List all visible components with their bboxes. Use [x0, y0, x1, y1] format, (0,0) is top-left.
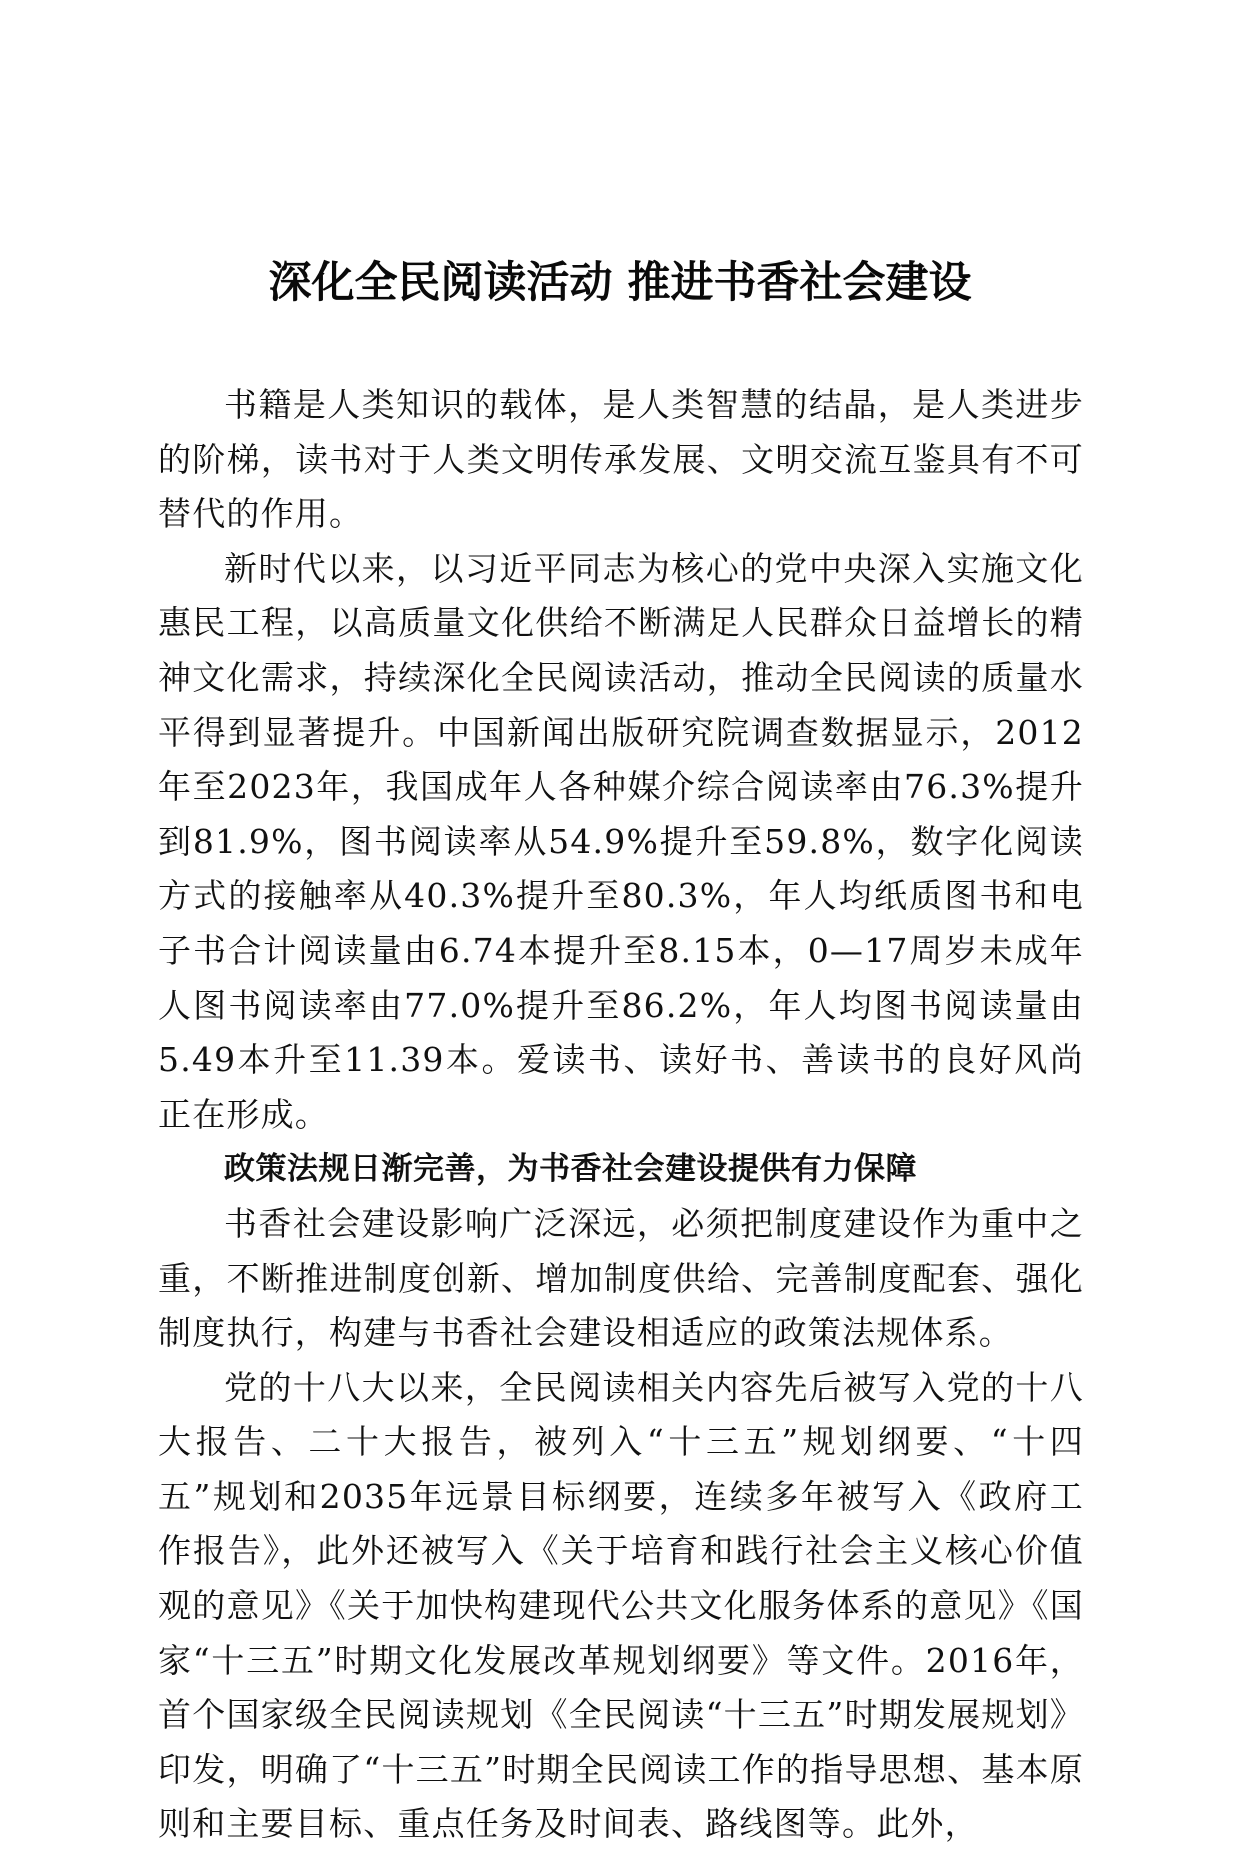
paragraph-statistics: 新时代以来，以习近平同志为核心的党中央深入实施文化惠民工程，以高质量文化供给不断满足人民群众日益增长的精神文化需求，持续深化全民阅读活动，推动全民阅读的质量水平得到显著提升。中国新闻出版研究院调查数据显示，2012年至2023年，我国成年人各种媒介综合阅读率由76.3%提升到81.9%，图书阅读率从54.9%提升至59.8%，数字化阅读方式的接触率从40.3%提升至80.3%，年人均纸质图书和电子书合计阅读量由6.74本提升至8.15本，0—17周岁未成年人图书阅读率由77.0%提升至86.2%，年人均图书阅读量由5.49本升至11.39本。爱读书、读好书、善读书的良好风尚正在形成。: [158, 548, 1084, 1134]
document-body: [158, 378, 1084, 1852]
section-subheading: 政策法规日渐完善，为书香社会建设提供有力保障: [224, 1151, 917, 1188]
paragraph-policy-intro: 书香社会建设影响广泛深远，必须把制度建设作为重中之重，不断推进制度创新、增加制度供给、完善制度配套、强化制度执行，构建与书香社会建设相适应的政策法规体系。: [158, 1203, 1084, 1353]
paragraph-policy-history: 党的十八大以来，全民阅读相关内容先后被写入党的十八大报告、二十大报告，被列入“十三五”规划纲要、“十四五”规划和2035年远景目标纲要，连续多年被写入《政府工作报告》，此外还被写入《关于培育和践行社会主义核心价值观的意见》《关于加快构建现代公共文化服务体系的意见》《国家“十三五”时期文化发展改革规划纲要》等文件。2016年，首个国家级全民阅读规划《全民阅读“十三五”时期发展规划》印发，明确了“十三五”时期全民阅读工作的指导思想、基本原则和主要目标、重点任务及时间表、路线图等。此外，: [158, 1367, 1084, 1844]
document-title: 深化全民阅读活动 推进书香社会建设: [268, 258, 972, 308]
paragraph-intro: 书籍是人类知识的载体，是人类智慧的结晶，是人类进步的阶梯，读书对于人类文明传承发展、文明交流互鉴具有不可替代的作用。: [158, 385, 1084, 534]
